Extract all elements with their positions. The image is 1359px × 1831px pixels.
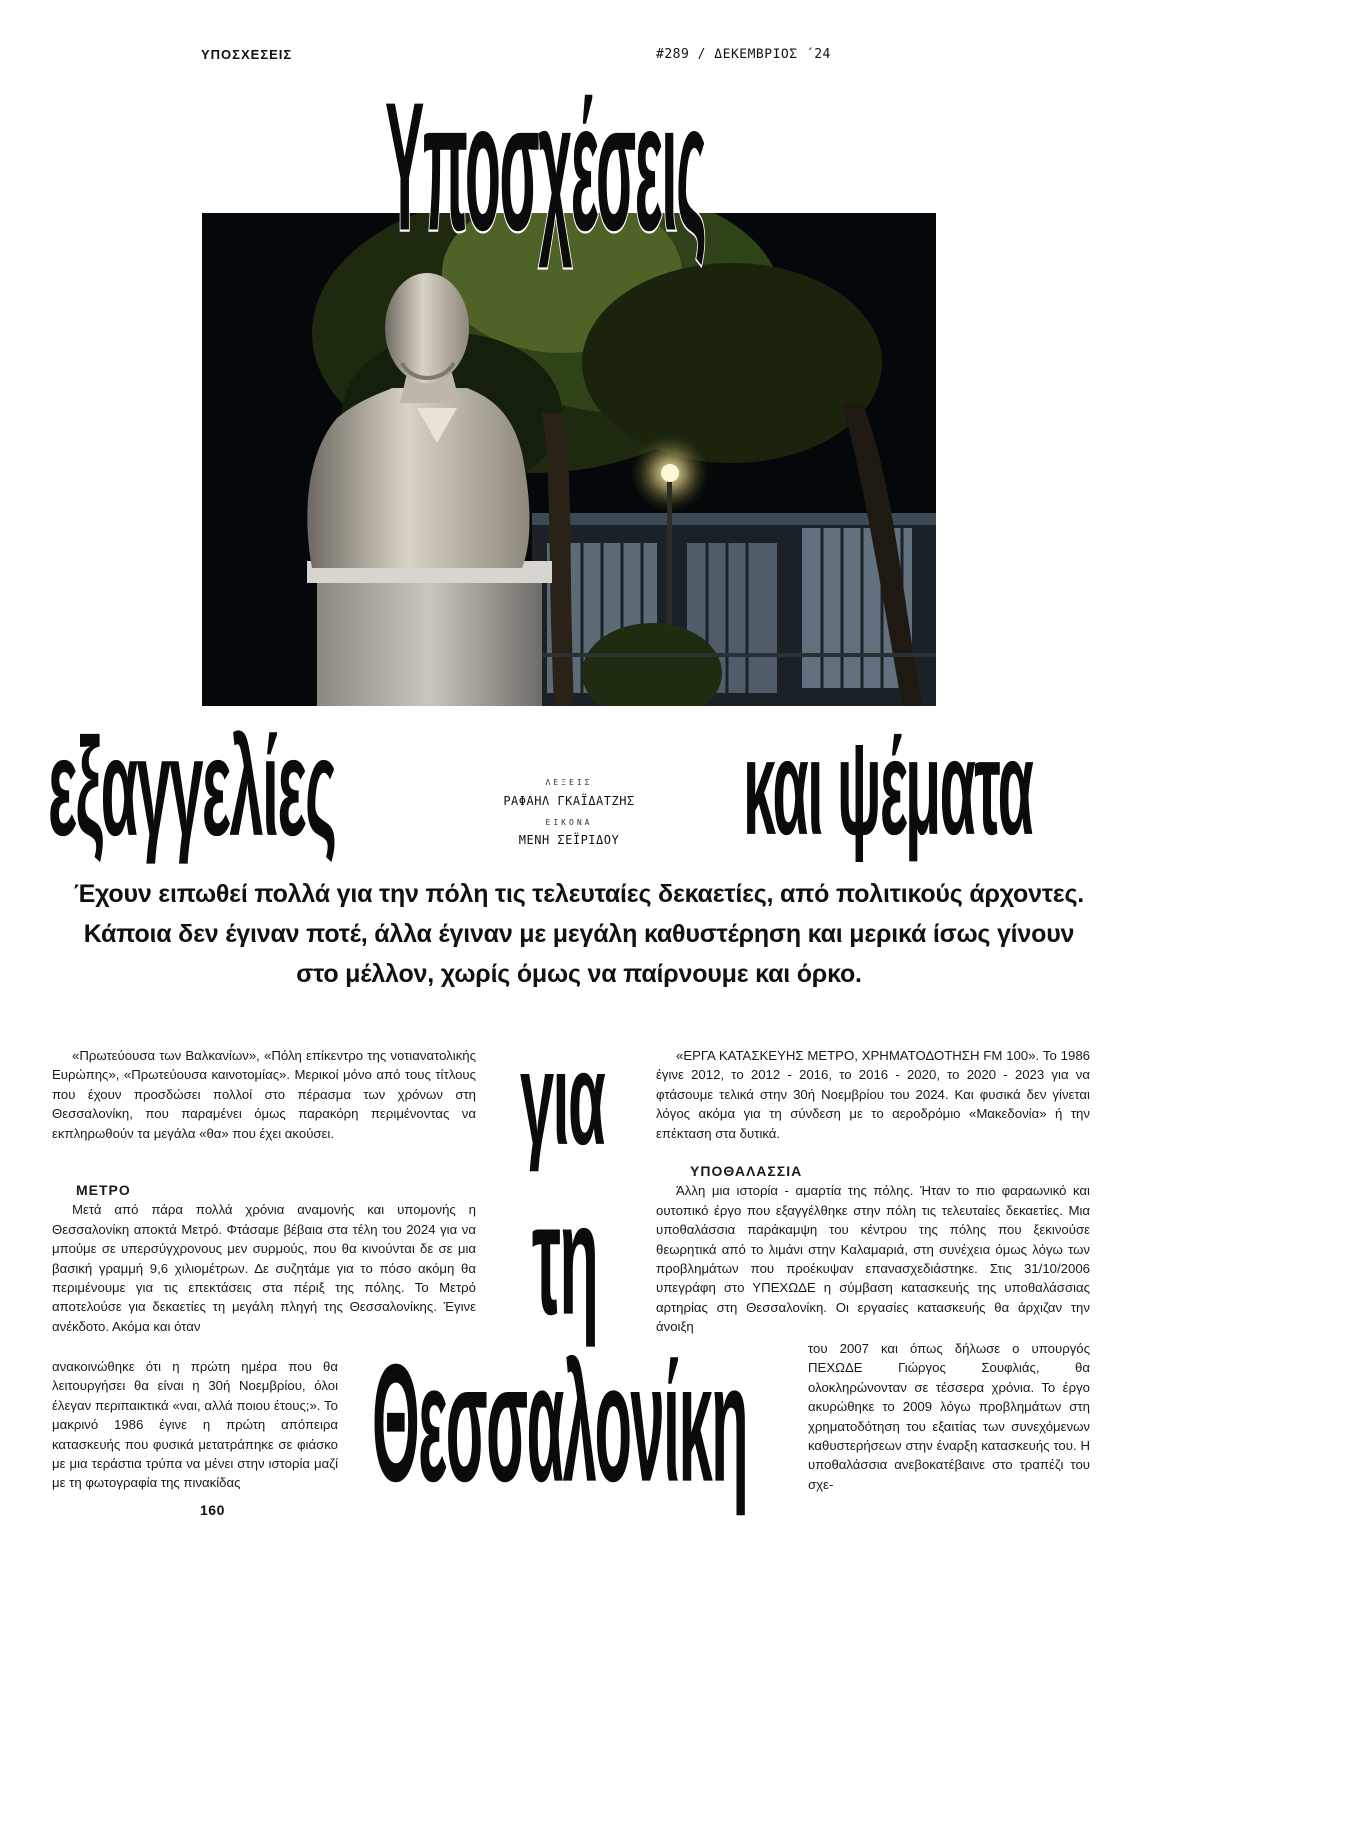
intro-paragraph: «Πρωτεύουσα των Βαλκανίων», «Πόλη επίκεντρο της νοτιανατολικής Ευρώπης», «Πρωτεύουσα καινοτομίας». Μερικοί μόνο από τους τίτλους που έχουν προσδώσει πολλοί στο πέρασμα των χρόνων στη Θεσσαλονίκη, που παραμένει όμως παρακόρη περιμένοντας να εκπληρωθούν τα μεγάλα «θα» που έχει ακούσει. xyxy=(52,1048,476,1141)
metro-paragraph: Μετά από πάρα πολλά χρόνια αναμονής και υπομονής η Θεσσαλονίκη αποκτά Μετρό. Φτάσαμε βέβαια στα τέλη του 2024 για να μπούμε σε υπερσύγχρονους μεν συρμούς, που θα κινούνται δε σε μια βασική γραμμή 9,6 χιλιομέτρων. Δε συζητάμε για το πόσο ακόμη θα περιμένουμε για τις επεκτάσεις στα πέριξ της πόλης. Το Μετρό αποτελούσε για δεκαετίες τη μεγάλη πληγή της Θεσσαλονίκης. Έγινε ανέκδοτο. Ακόμα και όταν xyxy=(52,1202,476,1334)
subsea-paragraph: Άλλη μια ιστορία - αμαρτία της πόλης. Ήταν το πιο φαραωνικό και ουτοπικό έργο που εξαγγέλθηκε στην πόλη τις τελευταίες δεκαετίες. Μια υποθαλάσσια παράκαμψη του κέντρου της πόλης που ξεκινούσε θεωρητικά από το λιμάνι στην Καλαμαριά, στη συνέχεια όμως λόγω των προβλημάτων που προέκυψαν επανασχεδιάστηκε. Στις 31/10/2006 υπεγράφη στο ΥΠΕΧΩΔΕ η σύμβαση κατασκευής της υποθαλάσσιας αρτηρίας στη Θεσσαλονίκη. Οι εργασίες κατασκευής θα άρχιζαν την άνοιξη xyxy=(656,1183,1090,1335)
subsea-paragraph-cont: του 2007 και όπως δήλωσε ο υπουργός ΠΕΧΩΔΕ Γιώργος Σουφλιάς, θα ολοκληρώνονταν σε τέσσερα χρόνια. Το έργο ακυρώθηκε το 2009 λόγω προβλημάτων στη χρηματοδότηση του εξαιτίας των συνεχόμενων καθυστερήσεων στην έναρξη κατασκευής του. Η υποθαλάσσια ανεβοκατέβαινε στο τραπέζι του σχε- xyxy=(808,1341,1090,1492)
section-label: ΥΠΟΣΧΕΣΕΙΣ xyxy=(201,47,293,62)
left-intro xyxy=(52,1046,476,1143)
words-credit-label: ΛΕΞΕΙΣ xyxy=(545,778,593,787)
subsea-heading: ΥΠΟΘΑΛΑΣΣΙΑ xyxy=(690,1163,803,1179)
metro-paragraph-cont: ανακοινώθηκε ότι η πρώτη ημέρα που θα λειτουργήσει θα είναι η 30ή Νοεμβρίου, όλοι έλεγαν περιπαικτικά «ναι, αλλά ποιου έτους;». Το μακρινό 1986 έγινε η πρώτη απόπειρα κατασκευής που φυσικά μετατράπηκε σε φιάσκο με μια τεράστια τρύπα να μένει στην ιστορία μαζί με τη φωτογραφία της πινακίδας xyxy=(52,1359,338,1491)
left-metro-narrow xyxy=(52,1357,338,1493)
right-subsea-narrow xyxy=(808,1339,1090,1494)
hero-photo xyxy=(202,213,936,706)
image-credit-name: ΜΕΝΗ ΣΕΪΡΙΔΟΥ xyxy=(518,833,620,847)
issue-label: #289 / ΔΕΚΕΜΒΡΙΟΣ ΄24 xyxy=(656,47,831,62)
words-credit-name: ΡΑΦΑΗΛ ΓΚΑΪΔΑΤΖΗΣ xyxy=(503,794,635,808)
lead-paragraph: Έχουν ειπωθεί πολλά για την πόλη τις τελευταίες δεκαετίες, από πολιτικούς άρχοντες. Κάποια δεν έγιναν ποτέ, άλλα έγιναν με μεγάλη καθυστέρηση και μερικά ίσως γίνουν στο μέλλον, χωρίς όμως να παίρνουμε και όρκο. xyxy=(74,880,1084,988)
image-credit-label: ΕΙΚΟΝΑ xyxy=(545,818,593,827)
title-line-2-right: και ψέματα xyxy=(743,711,1033,864)
title-line-3: για xyxy=(520,1025,605,1173)
title-line-5: Θεσσαλονίκη xyxy=(372,1330,748,1518)
title-line-1: Υποσχέσεις xyxy=(385,65,706,270)
page-number: 160 xyxy=(200,1502,225,1518)
title-line-2-left: εξαγγελίες xyxy=(48,709,336,866)
metro-heading: ΜΕΤΡΟ xyxy=(76,1182,131,1198)
metro-continuation: «ΕΡΓΑ ΚΑΤΑΣΚΕΥΗΣ ΜΕΤΡΟ, ΧΡΗΜΑΤΟΔΟΤΗΣΗ FM 100». Το 1986 έγινε 2012, το 2012 - 2016, το 2016 - 2020, το 2020 - 2023 για να φτάσουμε τελικά στην 30ή Νοεμβρίου του 2024. Και φυσικά δεν γίνεται λόγος ακόμα για τη σύνδεση με το αεροδρόμιο «Μακεδονία» ή την επέκταση στα δυτικά. xyxy=(656,1048,1090,1141)
right-metro-cont xyxy=(656,1046,1090,1143)
title-line-4: τη xyxy=(532,1170,598,1349)
left-metro xyxy=(52,1181,476,1336)
right-subsea xyxy=(656,1162,1090,1337)
